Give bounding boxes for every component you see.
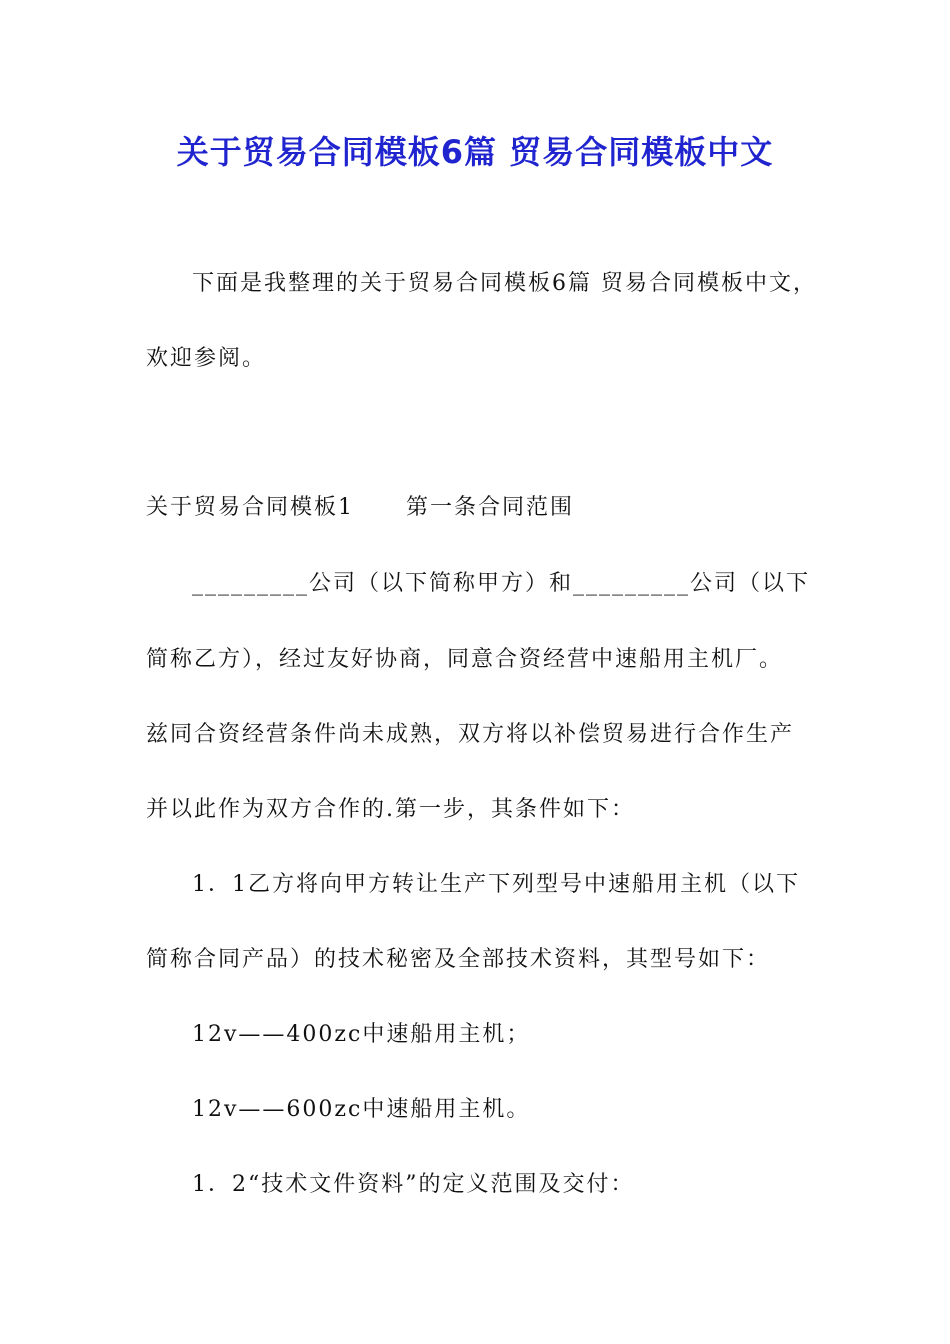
paragraph-1-line-2: 简称乙方），经过友好协商，同意合资经营中速船用主机厂。 [146,647,784,672]
item-1-1-line-1: 1．1乙方将向甲方转让生产下列型号中速船用主机（以下 [192,872,800,897]
model-line-2: 12v——600zc中速船用主机。 [192,1097,531,1122]
intro-line-1: 下面是我整理的关于贸易合同模板6篇 贸易合同模板中文， [192,271,817,296]
item-1-1-line-2: 简称合同产品）的技术秘密及全部技术资料，其型号如下： [146,947,771,972]
document-title: 关于贸易合同模板6篇 贸易合同模板中文 [176,133,774,171]
section-heading-row [146,492,574,524]
model-line-1: 12v——400zc中速船用主机； [192,1022,531,1047]
paragraph-1-line-4: 并以此作为双方合作的.第一步，其条件如下： [146,797,635,822]
section-heading: 关于贸易合同模板1 [146,495,354,520]
item-1-2: 1．2“技术文件资料”的定义范围及交付： [192,1172,635,1197]
article-title: 第一条合同范围 [406,495,575,520]
intro-line-2: 欢迎参阅。 [146,346,267,371]
paragraph-1-line-3: 兹同合资经营条件尚未成熟，双方将以补偿贸易进行合作生产 [146,722,795,747]
paragraph-1-line-1: _________公司（以下简称甲方）和_________公司（以下 [192,571,811,596]
